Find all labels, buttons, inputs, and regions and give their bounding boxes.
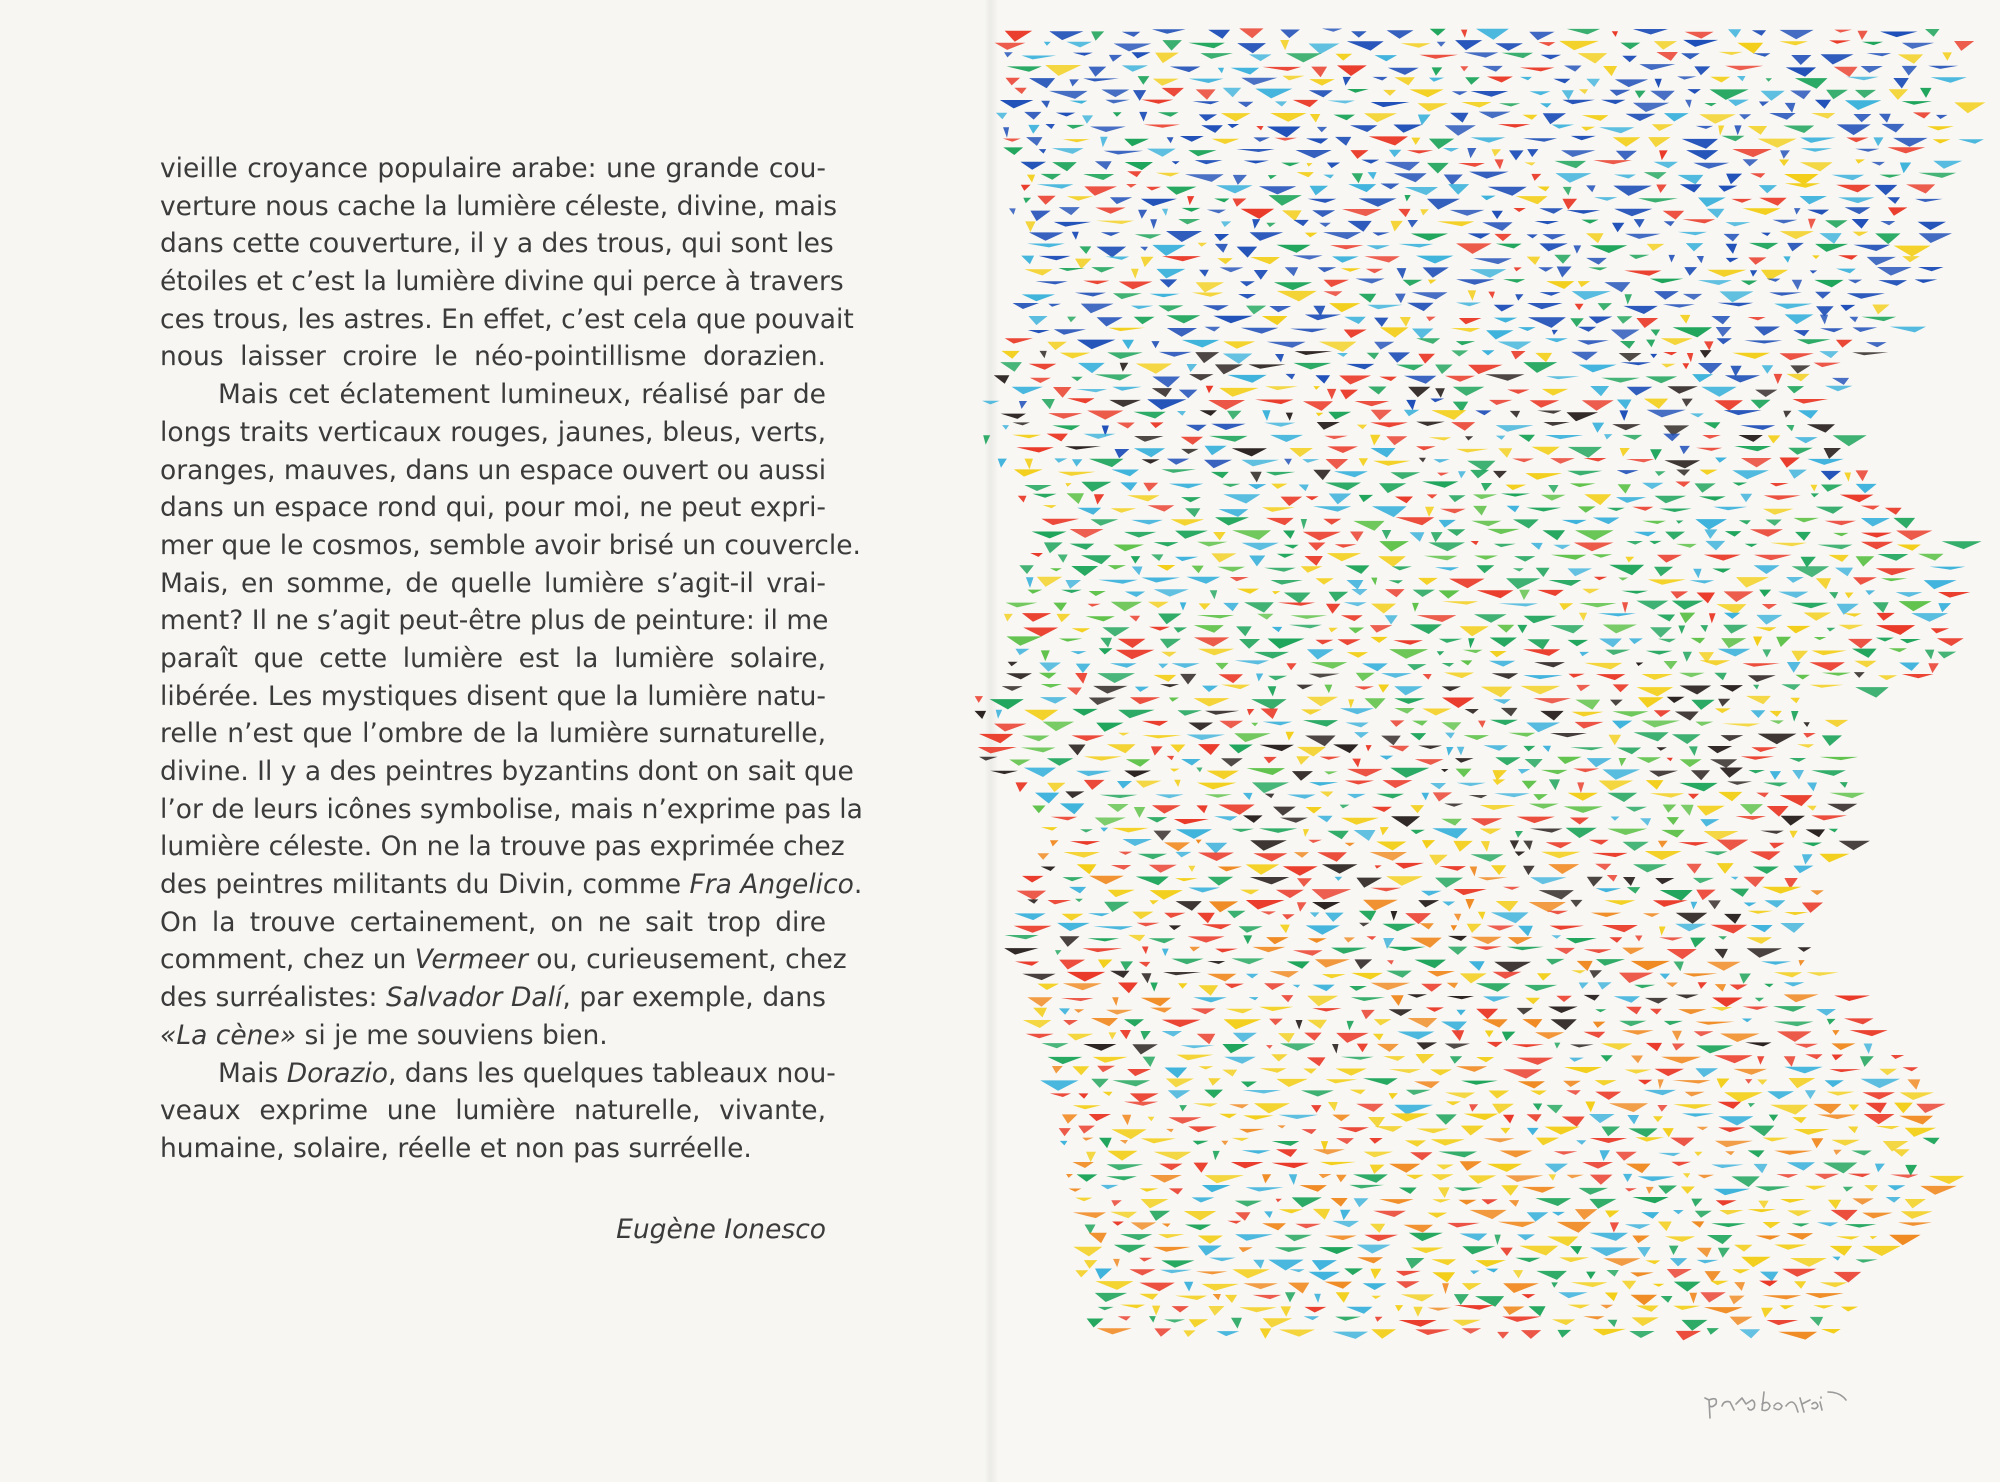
essay-text xyxy=(160,150,863,1168)
text-line: mer que le cosmos, semble avoir brisé un couvercle. xyxy=(160,529,861,561)
text-line: Mais cet éclatement lumineux, réalisé par de xyxy=(218,379,826,411)
text-line: ces trous, les astres. En effet, c’est cela que pouvait xyxy=(160,303,854,335)
text-line: l’or de leurs icônes symbolise, mais n’exprime pas la xyxy=(160,793,863,825)
artist-signature xyxy=(1700,1370,1890,1430)
text-line: longs traits verticaux rouges, jaunes, bleus, verts, xyxy=(160,416,826,448)
artwork-marks xyxy=(975,28,1986,1340)
text-line: des surréalistes: Salvador Dalí, par exemple, dans xyxy=(160,982,826,1014)
text-line: étoiles et c’est la lumière divine qui perce à travers xyxy=(160,266,844,298)
text-line: lumière céleste. On ne la trouve pas exprimée chez xyxy=(160,831,845,863)
text-line: On la trouve certainement, on ne sait trop dire xyxy=(160,906,826,938)
text-line: oranges, mauves, dans un espace ouvert ou aussi xyxy=(160,454,827,486)
text-line: ment? Il ne s’agit peut-être plus de peinture: il me xyxy=(160,605,829,637)
text-line: paraît que cette lumière est la lumière solaire, xyxy=(160,642,826,674)
text-line: dans un espace rond qui, pour moi, ne peut expri- xyxy=(160,492,826,524)
text-line: Mais Dorazio, dans les quelques tableaux nou- xyxy=(218,1057,836,1089)
text-line: vieille croyance populaire arabe: une grande cou- xyxy=(160,153,826,184)
text-line: divine. Il y a des peintres byzantins dont on sait que xyxy=(160,756,854,787)
text-line: relle n’est que l’ombre de la lumière surnaturelle, xyxy=(160,718,826,750)
text-line: verture nous cache la lumière céleste, divine, mais xyxy=(160,190,838,222)
text-line: comment, chez un Vermeer ou, curieusement, chez xyxy=(160,944,847,976)
lithograph-artwork xyxy=(930,20,1980,1360)
text-line: nous laisser croire le néo-pointillisme dorazien. xyxy=(160,341,826,373)
text-line: dans cette couverture, il y a des trous, qui sont les xyxy=(160,228,834,260)
text-line: libérée. Les mystiques disent que la lumière natu- xyxy=(160,680,826,712)
text-line: «La cène» si je me souviens bien. xyxy=(160,1019,608,1051)
author-name: Eugène Ionesco xyxy=(616,1214,826,1245)
text-line: humaine, solaire, réelle et non pas surréelle. xyxy=(160,1132,752,1164)
text-line: Mais, en somme, de quelle lumière s’agit-il vrai- xyxy=(160,567,826,599)
text-line: des peintres militants du Divin, comme Fra Angelico. xyxy=(160,869,863,901)
text-line: veaux exprime une lumière naturelle, vivante, xyxy=(160,1095,826,1127)
